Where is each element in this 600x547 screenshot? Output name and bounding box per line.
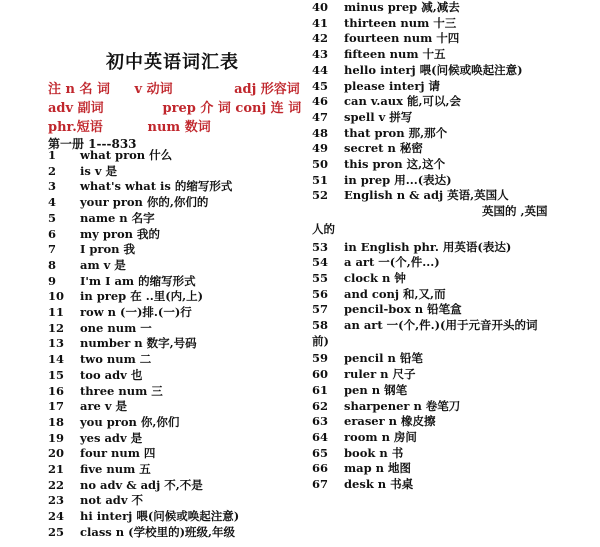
entry-number: 66 — [312, 461, 329, 476]
entry-text: sharpener n 卷笔刀 — [344, 398, 461, 413]
entry-text: one num 一 — [80, 320, 152, 335]
entry-text: in prep 在 ..里(内,上) — [80, 289, 204, 304]
entry-row — [48, 305, 192, 320]
entry-row — [312, 461, 411, 476]
entry-text: in English phr. 用英语(表达) — [344, 239, 512, 254]
entry-text: pencil n 铅笔 — [344, 351, 423, 366]
entry-row — [312, 110, 412, 125]
entry-text: my pron 我的 — [80, 226, 160, 241]
entry-row — [48, 242, 135, 257]
entry-text: two num 二 — [80, 352, 152, 367]
entry-row — [48, 431, 142, 446]
entry-number: 13 — [48, 336, 65, 351]
entry-text: what's what is 的缩写形式 — [80, 179, 233, 194]
entry-number: 59 — [312, 351, 329, 366]
entry-row — [48, 227, 160, 242]
entry-text: five num 五 — [80, 462, 151, 476]
entry-text: in prep 用...(表达) — [344, 172, 452, 187]
entry-number: 16 — [48, 383, 65, 398]
entry-text: class n (学校里的)班级,年级 — [80, 524, 236, 539]
entry-text: yes adv 是 — [80, 430, 143, 445]
entry-text: an art 一(个,件.)(用于元音开头的词 — [344, 318, 538, 332]
entry-text: too adv 也 — [80, 367, 143, 382]
entry-text: three num 三 — [80, 383, 163, 398]
entry-number: 48 — [312, 125, 329, 140]
entry-row — [312, 287, 446, 302]
entry-number: 14 — [48, 352, 65, 367]
entry-number: 15 — [48, 367, 65, 382]
legend-line-3 — [48, 116, 308, 135]
entry-number: 10 — [48, 289, 65, 304]
entry-text: you pron 你,你们 — [80, 414, 180, 429]
entry-number: 18 — [48, 414, 65, 429]
entry-text: your pron 你的,你们的 — [80, 195, 209, 210]
entry-row — [48, 446, 155, 461]
entry-row — [312, 383, 407, 398]
entry-number: 47 — [312, 109, 329, 124]
entry-row — [312, 141, 423, 156]
legend-item: prep 介 词 conj 连 词 — [162, 101, 302, 116]
entry-number: 25 — [48, 524, 65, 539]
entry-text: desk n 书桌 — [344, 477, 414, 491]
entry-continuation: 前) — [312, 333, 329, 348]
entry-row — [312, 63, 523, 78]
entry-text: secret n 秘密 — [344, 141, 423, 156]
entry-text: is v 是 — [80, 163, 118, 178]
entry-number: 45 — [312, 78, 329, 93]
legend-line-1 — [48, 78, 308, 97]
entry-row — [312, 318, 537, 333]
entry-row — [312, 430, 417, 445]
entry-number: 5 — [48, 210, 57, 225]
entry-text: name n 名字 — [80, 210, 155, 225]
legend-line-2 — [48, 97, 308, 116]
entry-row — [48, 462, 151, 477]
legend-item: adj 形容词 — [234, 82, 300, 97]
entry-number: 23 — [48, 493, 65, 508]
entry-number: 63 — [312, 414, 329, 429]
entry-text: that pron 那,那个 — [344, 125, 448, 140]
entry-number: 43 — [312, 47, 329, 62]
entry-row — [312, 414, 436, 429]
entry-text: four num 四 — [80, 446, 156, 461]
entry-text: map n 地图 — [344, 461, 412, 476]
entry-number: 67 — [312, 477, 329, 491]
entry-number: 40 — [312, 0, 329, 14]
entry-row — [48, 321, 152, 336]
legend-item: num 数词 — [147, 120, 211, 135]
legend-item: 注 n 名 词 — [48, 82, 111, 97]
entry-number: 12 — [48, 320, 65, 335]
entry-row — [48, 289, 203, 304]
entry-number: 56 — [312, 286, 329, 301]
entry-text: row n (一)排.(一)行 — [80, 305, 192, 319]
entry-number: 2 — [48, 163, 57, 178]
entry-number: 60 — [312, 367, 329, 382]
entry-row — [312, 399, 460, 414]
entry-number: 17 — [48, 399, 65, 414]
entry-number: 50 — [312, 157, 329, 171]
entry-text: room n 房间 — [344, 429, 417, 444]
legend-item: phr.短语 — [48, 120, 103, 135]
entry-row — [48, 384, 163, 399]
entry-text: please interj 请 — [344, 78, 441, 93]
entry-row — [312, 94, 461, 109]
entry-row — [312, 271, 406, 286]
entry-number: 46 — [312, 94, 329, 109]
entry-number: 3 — [48, 179, 57, 194]
entry-row — [312, 255, 440, 270]
entry-row — [48, 179, 232, 194]
entry-row — [48, 274, 196, 289]
entry-number: 4 — [48, 195, 57, 210]
entry-row — [48, 478, 203, 493]
entry-number: 51 — [312, 172, 329, 187]
entry-text: I'm I am 的缩写形式 — [80, 273, 196, 288]
page-title: 初中英语词汇表 — [106, 52, 239, 73]
entry-text: English n & adj 英语,英国人 — [344, 188, 509, 203]
entry-continuation: 人的 — [312, 221, 335, 236]
entry-number: 49 — [312, 141, 329, 156]
entry-number: 1 — [48, 148, 57, 162]
entry-text: no adv & adj 不,不是 — [80, 477, 203, 492]
entry-row — [312, 446, 403, 461]
entry-text: ruler n 尺子 — [344, 367, 416, 382]
entry-number: 7 — [48, 242, 57, 257]
entry-number: 64 — [312, 429, 329, 444]
entry-text: I pron 我 — [80, 242, 136, 257]
entry-row — [312, 188, 509, 203]
entry-row — [48, 148, 172, 163]
entry-text: book n 书 — [344, 445, 404, 460]
entry-text: pencil-box n 铅笔盒 — [344, 302, 462, 317]
entry-number: 57 — [312, 302, 329, 317]
entry-row — [48, 509, 239, 524]
entry-row — [48, 525, 235, 540]
entry-text: hello interj 喂(问候或唤起注意) — [344, 62, 523, 77]
legend-item: v 动词 — [134, 82, 173, 97]
entry-number: 24 — [48, 509, 65, 524]
entry-row — [48, 368, 142, 383]
entry-row — [312, 302, 462, 317]
entry-text: spell v 拼写 — [344, 109, 413, 124]
entry-text: pen n 钢笔 — [344, 382, 408, 397]
entry-text: am v 是 — [80, 257, 126, 272]
entry-text: this pron 这,这个 — [344, 157, 446, 171]
entry-row — [312, 79, 440, 94]
entry-row — [48, 399, 127, 414]
entry-row — [48, 352, 151, 367]
entry-text: eraser n 橡皮擦 — [344, 414, 436, 429]
entry-row — [48, 211, 155, 226]
entry-text: fourteen num 十四 — [344, 31, 460, 46]
entry-number: 52 — [312, 188, 329, 203]
entry-row — [48, 164, 117, 179]
entry-text: a art 一(个,件...) — [344, 255, 440, 270]
legend-item: adv 副词 — [48, 101, 104, 116]
entry-row — [312, 351, 423, 366]
entry-number: 20 — [48, 446, 65, 461]
entry-text: can v.aux 能,可以,会 — [344, 94, 462, 109]
entry-text: thirteen num 十三 — [344, 15, 457, 30]
entry-text: not adv 不 — [80, 493, 144, 508]
entry-number: 62 — [312, 398, 329, 413]
entry-row — [312, 173, 452, 188]
entry-number: 53 — [312, 239, 329, 254]
entry-number: 8 — [48, 257, 57, 272]
entry-row — [312, 16, 456, 31]
entry-row — [312, 47, 446, 62]
entry-text: are v 是 — [80, 399, 128, 414]
entry-text: number n 数字,号码 — [80, 336, 197, 351]
entry-row — [48, 336, 197, 351]
entry-row — [312, 367, 416, 382]
entry-number: 6 — [48, 226, 57, 241]
entry-number: 41 — [312, 15, 329, 30]
entry-number: 19 — [48, 430, 65, 445]
entry-row — [312, 126, 447, 141]
entry-number: 61 — [312, 382, 329, 397]
entry-number: 11 — [48, 305, 65, 319]
entry-number: 44 — [312, 62, 329, 77]
entry-text: fifteen num 十五 — [344, 47, 446, 62]
entry-number: 42 — [312, 31, 329, 46]
entry-text: clock n 钟 — [344, 270, 406, 285]
entry-row — [48, 493, 143, 508]
entry-text: hi interj 喂(问候或唤起注意) — [80, 509, 240, 524]
entry-number: 58 — [312, 318, 329, 332]
entry-text: minus prep 减,减去 — [344, 0, 460, 14]
volume-heading: 第一册 1---833 — [48, 137, 137, 151]
entry-continuation: 英国的 ,英国 — [482, 204, 548, 219]
entry-number: 22 — [48, 477, 65, 492]
entry-row — [312, 477, 413, 492]
entry-number: 9 — [48, 273, 57, 288]
entry-number: 54 — [312, 255, 329, 270]
entry-number: 55 — [312, 270, 329, 285]
entry-row — [48, 415, 179, 430]
entry-row — [48, 258, 126, 273]
entry-row — [48, 195, 208, 210]
entry-text: what pron 什么 — [80, 148, 173, 162]
entry-number: 65 — [312, 445, 329, 460]
entry-row — [312, 240, 511, 255]
entry-number: 21 — [48, 462, 65, 476]
entry-row — [312, 157, 445, 172]
entry-row — [312, 0, 460, 15]
entry-text: and conj 和,又,而 — [344, 286, 446, 301]
entry-row — [312, 31, 459, 46]
